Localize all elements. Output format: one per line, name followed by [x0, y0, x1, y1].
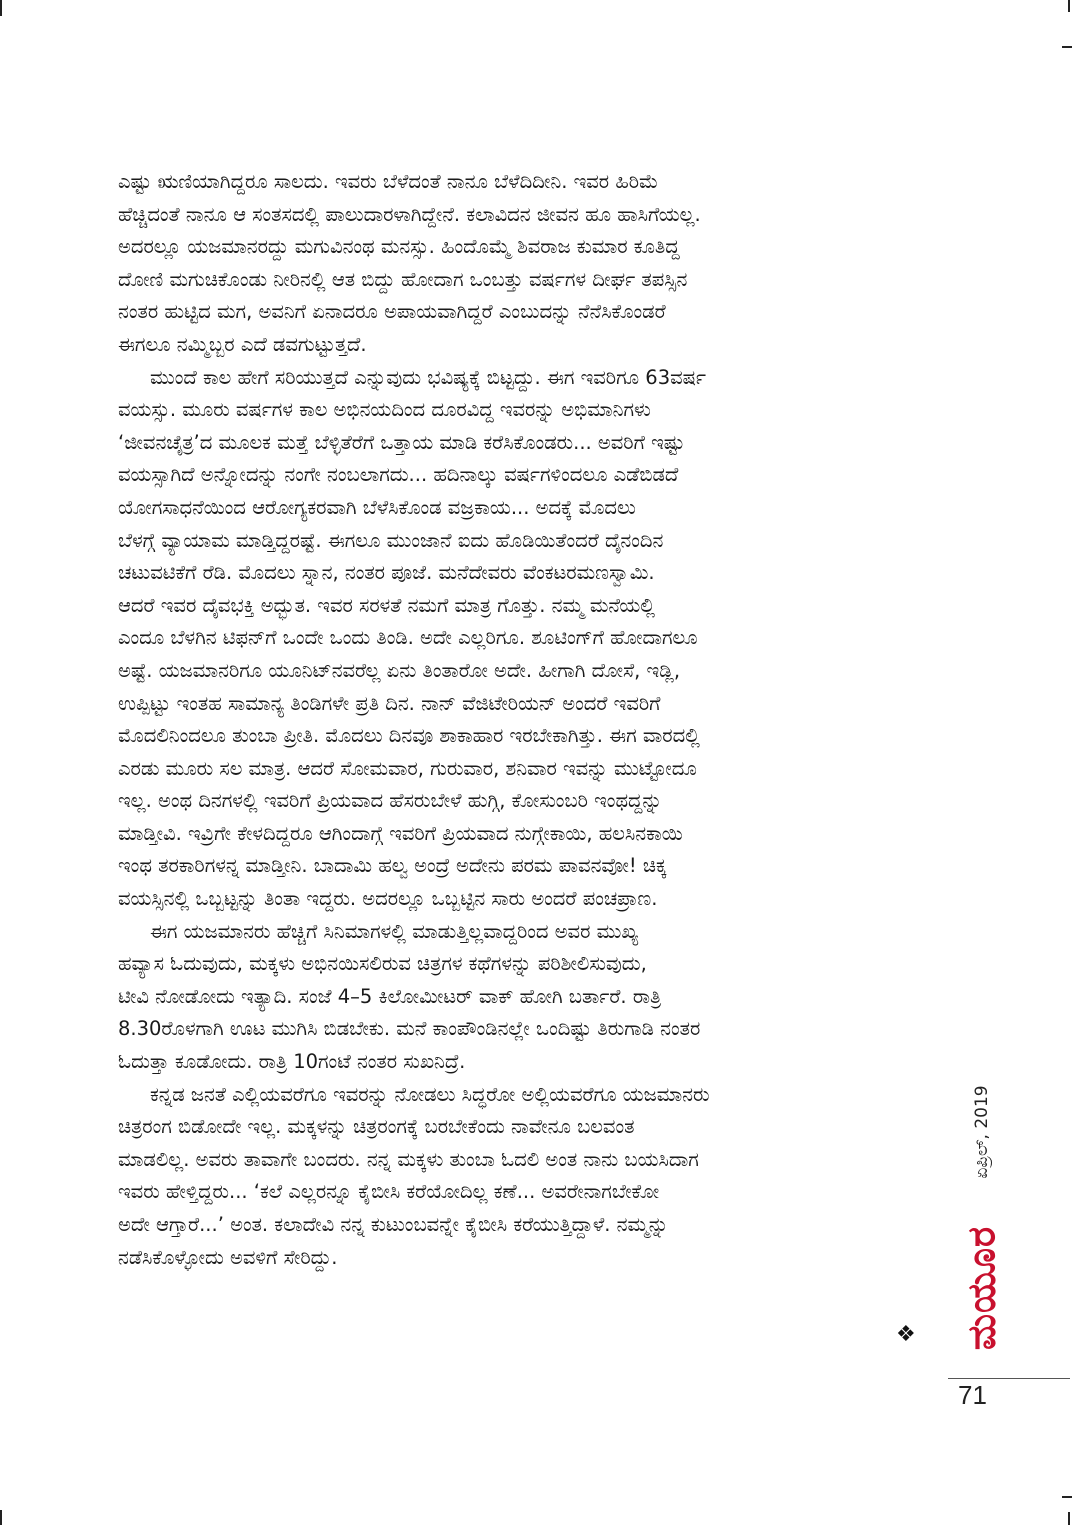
- article-line: ಟೀವಿ ನೋಡೋದು ಇತ್ಯಾದಿ. ಸಂಜೆ 4–5 ಕಿಲೋಮೀಟರ್ ವಾಕ್ ಹೋಗಿ ಬರ್ತಾರೆ. ರಾತ್ರಿ: [118, 984, 662, 1008]
- article-line: ಚಿತ್ರರಂಗ ಬಿಡೋದೇ ಇಲ್ಲ. ಮಕ್ಕಳನ್ನು ಚಿತ್ರರಂಗಕ್ಕೆ ಬರಬೇಕೆಂದು ನಾವೇನೂ ಬಲವಂತ: [118, 1115, 635, 1139]
- article-line: ನಂತರ ಹುಟ್ಟಿದ ಮಗ, ಅವನಿಗೆ ಏನಾದರೂ ಅಪಾಯವಾಗಿದ್ದರೆ ಎಂಬುದನ್ನು ನೆನೆಸಿಕೊಂಡರೆ: [118, 300, 666, 324]
- footer-rule: [948, 1378, 1070, 1379]
- magazine-logo-text: ಮಯೂರ: [959, 1225, 1004, 1351]
- article-line: ಉಪ್ಪಿಟ್ಟು ಇಂತಹ ಸಾಮಾನ್ಯ ತಿಂಡಿಗಳೇ ಪ್ರತಿ ದಿನ. ನಾನ್ ವೆಜಿಟೇರಿಯನ್ ಅಂದರೆ ಇವರಿಗೆ: [118, 691, 661, 715]
- page-number: 71: [958, 1380, 987, 1410]
- article-line: ಎರಡು ಮೂರು ಸಲ ಮಾತ್ರ. ಆದರೆ ಸೋಮವಾರ, ಗುರುವಾರ, ಶನಿವಾರ ಇವನ್ನು ಮುಟ್ಟೋದೂ: [118, 756, 697, 780]
- article-line: ಈಗಲೂ ನಮ್ಮಿಬ್ಬರ ಎದೆ ಡವಗುಟ್ಟುತ್ತದೆ.: [118, 332, 367, 356]
- article-line: ಕನ್ನಡ ಜನತೆ ಎಲ್ಲಿಯವರೆಗೂ ಇವರನ್ನು ನೋಡಲು ಸಿದ್ಧರೋ ಅಲ್ಲಿಯವರೆಗೂ ಯಜಮಾನರು: [150, 1082, 710, 1106]
- article-line: ಚಟುವಟಿಕೆಗೆ ರೆಡಿ. ಮೊದಲು ಸ್ನಾನ, ನಂತರ ಪೂಜೆ. ಮನೆದೇವರು ವೆಂಕಟರಮಣಸ್ವಾಮಿ.: [118, 561, 655, 585]
- article-line: ಮಾಡ್ತೀವಿ. ಇವ್ರಿಗೇ ಕೇಳದಿದ್ದರೂ ಆಗಿಂದಾಗ್ಗೆ ಇವರಿಗೆ ಪ್ರಿಯವಾದ ನುಗ್ಗೇಕಾಯಿ, ಹಲಸಿನಕಾಯಿ: [118, 821, 683, 845]
- article-line: ಹವ್ಯಾಸ ಓದುವುದು, ಮಕ್ಕಳು ಅಭಿನಯಿಸಲಿರುವ ಚಿತ್ರಗಳ ಕಥೆಗಳನ್ನು ಪರಿಶೀಲಿಸುವುದು,: [118, 952, 647, 976]
- article-line: ಎಷ್ಟು ಋಣಿಯಾಗಿದ್ದರೂ ಸಾಲದು. ಇವರು ಬೆಳೆದಂತೆ ನಾನೂ ಬೆಳೆದಿದೀನಿ. ಇವರ ಹಿರಿಮೆ: [118, 170, 659, 193]
- article-line: ಯೋಗಸಾಧನೆಯಿಂದ ಆರೋಗ್ಯಕರವಾಗಿ ಬೆಳೆಸಿಕೊಂಡ ವಜ್ರಕಾಯ... ಅದಕ್ಕೆ ಮೊದಲು: [118, 495, 636, 519]
- crop-mark-bottom-right: [1068, 1512, 1070, 1525]
- article-line: ಮಾಡಲಿಲ್ಲ. ಅವರು ತಾವಾಗೇ ಬಂದರು. ನನ್ನ ಮಕ್ಕಳು ತುಂಬಾ ಓದಲಿ ಅಂತ ನಾನು ಬಯಸಿದಾಗ: [118, 1147, 699, 1171]
- article-line: ಆದರೆ ಇವರ ದೈವಭಕ್ತಿ ಅದ್ಭುತ. ಇವರ ಸರಳತೆ ನಮಗೆ ಮಾತ್ರ ಗೊತ್ತು. ನಮ್ಮ ಮನೆಯಲ್ಲಿ: [118, 593, 656, 617]
- article-line: ಈಗ ಯಜಮಾನರು ಹೆಚ್ಚಿಗೆ ಸಿನಿಮಾಗಳಲ್ಲಿ ಮಾಡುತ್ತಿಲ್ಲವಾದ್ದರಿಂದ ಅವರ ಮುಖ್ಯ: [150, 919, 639, 943]
- article-line: ಇವರು ಹೇಳ್ತಿದ್ದರು... ‘ಕಲೆ ಎಲ್ಲರನ್ನೂ ಕೈಬೀಸಿ ಕರೆಯೋದಿಲ್ಲ ಕಣೆ... ಅವರೇನಾಗಬೇಕೋ: [118, 1180, 660, 1204]
- article-body: [118, 166, 930, 1274]
- article-line: ‘ಜೀವನಚೈತ್ರ’ದ ಮೂಲಕ ಮತ್ತೆ ಬೆಳ್ಳಿತೆರೆಗೆ ಒತ್ತಾಯ ಮಾಡಿ ಕರೆಸಿಕೊಂಡರು... ಅವರಿಗೆ ಇಷ್ಟು: [118, 430, 685, 454]
- article-line: ಎಂದೂ ಬೆಳಗಿನ ಟಿಫನ್‌ಗೆ ಒಂದೇ ಒಂದು ತಿಂಡಿ. ಅದೇ ಎಲ್ಲರಿಗೂ. ಶೂಟಿಂಗ್‌ಗೆ ಹೋದಾಗಲೂ: [118, 626, 698, 650]
- issue-date-text: ಏಪ್ರಿಲ್, 2019: [972, 1085, 992, 1179]
- article-line: 8.30ರೊಳಗಾಗಿ ಊಟ ಮುಗಿಸಿ ಬಿಡಬೇಕು. ಮನೆ ಕಾಂಪೌಂಡಿನಲ್ಲೇ ಒಂದಿಷ್ಟು ತಿರುಗಾಡಿ ನಂತರ: [118, 1017, 701, 1041]
- crop-mark-right-lower: [1062, 1496, 1072, 1498]
- crop-mark-bottom-left: [0, 1510, 2, 1525]
- article-line: ವಯಸ್ಸಾಗಿದೆ ಅನ್ನೋದನ್ನು ನಂಗೇ ನಂಬಲಾಗದು... ಹದಿನಾಲ್ಕು ವರ್ಷಗಳಿಂದಲೂ ಎಡೆಬಿಡದೆ: [118, 463, 679, 487]
- article-line: ಮೊದಲಿನಿಂದಲೂ ತುಂಬಾ ಪ್ರೀತಿ. ಮೊದಲು ದಿನವೂ ಶಾಕಾಹಾರ ಇರಬೇಕಾಗಿತ್ತು. ಈಗ ವಾರದಲ್ಲಿ: [118, 724, 700, 748]
- issue-date: [942, 1082, 1022, 1182]
- article-line: ಬೆಳಗ್ಗೆ ವ್ಯಾಯಾಮ ಮಾಡ್ತಿದ್ದರಷ್ಟೆ. ಈಗಲೂ ಮುಂಜಾನೆ ಐದು ಹೊಡಿಯಿತೆಂದರೆ ದೈನಂದಿನ: [118, 528, 664, 552]
- crop-mark-top-right: [1068, 0, 1070, 12]
- article-line: ಓದುತ್ತಾ ಕೂಡೋದು. ರಾತ್ರಿ 10ಗಂಟೆ ನಂತರ ಸುಖನಿದ್ರೆ.: [118, 1050, 466, 1074]
- article-line: ಅದರಲ್ಲೂ ಯಜಮಾನರದ್ದು ಮಗುವಿನಂಥ ಮನಸ್ಸು. ಹಿಂದೊಮ್ಮೆ ಶಿವರಾಜ ಕುಮಾರ ಕೂತಿದ್ದ: [118, 235, 680, 259]
- article-line: ಇಂಥ ತರಕಾರಿಗಳನ್ನ ಮಾಡ್ತೀನಿ. ಬಾದಾಮಿ ಹಲ್ವ ಅಂದ್ರೆ ಅದೇನು ಪರಮ ಪಾವನವೋ! ಚಿಕ್ಕ: [118, 854, 667, 878]
- article-line: ವಯಸ್ಸು. ಮೂರು ವರ್ಷಗಳ ಕಾಲ ಅಭಿನಯದಿಂದ ದೂರವಿದ್ದ ಇವರನ್ನು ಅಭಿಮಾನಿಗಳು: [118, 398, 651, 422]
- article-line: ಇಲ್ಲ. ಅಂಥ ದಿನಗಳಲ್ಲಿ ಇವರಿಗೆ ಪ್ರಿಯವಾದ ಹೆಸರುಬೇಳೆ ಹುಗ್ಗಿ, ಕೋಸುಂಬರಿ ಇಂಥದ್ದನ್ನು: [118, 789, 663, 813]
- article-line: ಅದೇ ಆಗ್ತಾರೆ...’ ಅಂತ. ಕಲಾದೇವಿ ನನ್ನ ಕುಟುಂಬವನ್ನೇ ಕೈಬೀಸಿ ಕರೆಯುತ್ತಿದ್ದಾಳೆ. ನಮ್ಮನ್ನು: [118, 1213, 669, 1236]
- article-line: ಹೆಚ್ಚಿದಂತೆ ನಾನೂ ಆ ಸಂತಸದಲ್ಲಿ ಪಾಲುದಾರಳಾಗಿದ್ದೇನೆ. ಕಲಾವಿದನ ಜೀವನ ಹೂ ಹಾಸಿಗೆಯಲ್ಲ.: [118, 202, 701, 226]
- crop-mark-right-upper: [1062, 46, 1072, 48]
- article-line: ವಯಸ್ಸಿನಲ್ಲಿ ಒಬ್ಬಟ್ಟನ್ನು ತಿಂತಾ ಇದ್ದರು. ಅದರಲ್ಲೂ ಒಬ್ಬಟ್ಟಿನ ಸಾರು ಅಂದರೆ ಪಂಚಪ್ರಾಣ.: [118, 887, 658, 911]
- article-line: ಅಷ್ಟೆ. ಯಜಮಾನರಿಗೂ ಯೂನಿಟ್‌ನವರೆಲ್ಲ ಏನು ತಿಂತಾರೋ ಅದೇ. ಹೀಗಾಗಿ ದೋಸೆ, ಇಡ್ಲಿ,: [118, 658, 681, 682]
- article-line: ನಡೆಸಿಕೊಳ್ಳೋದು ಅವಳಿಗೆ ಸೇರಿದ್ದು.: [118, 1245, 338, 1269]
- article-line: ದೋಣಿ ಮಗುಚಿಕೊಂಡು ನೀರಿನಲ್ಲಿ ಆತ ಬಿದ್ದು ಹೋದಾಗ ಒಂಬತ್ತು ವರ್ಷಗಳ ದೀರ್ಘ ತಪಸ್ಸಿನ: [118, 267, 688, 291]
- crop-mark-top-left: [0, 0, 2, 16]
- article-line: ಮುಂದೆ ಕಾಲ ಹೇಗೆ ಸರಿಯುತ್ತದೆ ಎನ್ನುವುದು ಭವಿಷ್ಯಕ್ಕೆ ಬಿಟ್ಟದ್ದು. ಈಗ ಇವರಿಗೂ 63ವರ್ಷ: [150, 365, 706, 389]
- end-of-article-ornament: ❖: [896, 1322, 916, 1347]
- magazine-logo: [950, 1200, 1014, 1376]
